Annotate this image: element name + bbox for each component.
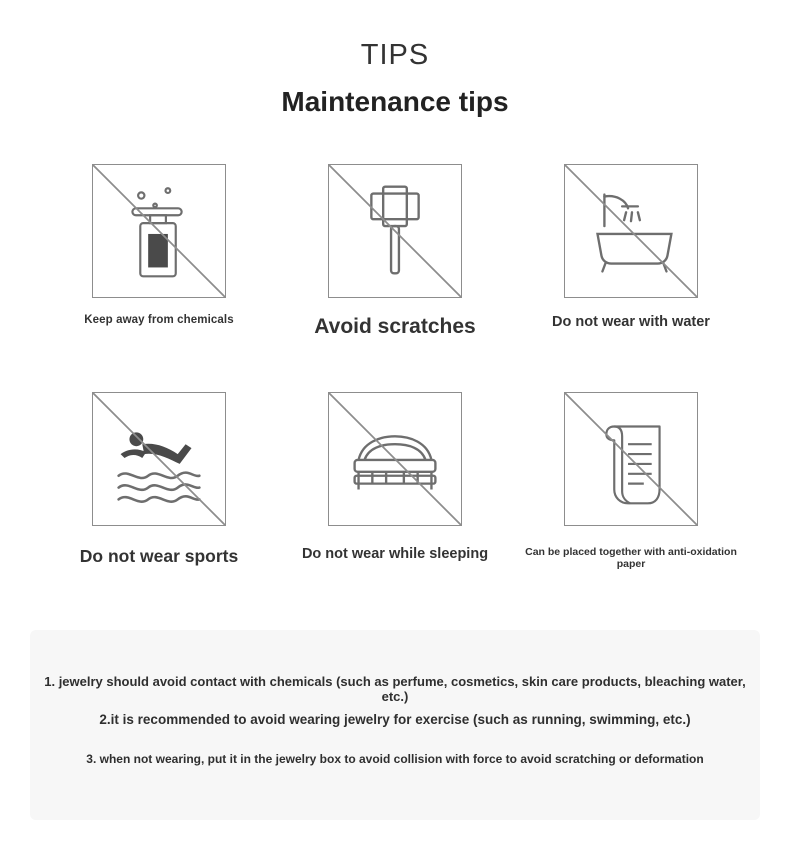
tip-item-sports <box>41 392 277 567</box>
scroll-paper-icon <box>565 393 697 525</box>
scratches-icon-box <box>328 164 462 298</box>
tip-item-sleeping <box>277 392 513 563</box>
tip-caption-chemicals: Keep away from chemicals <box>84 314 234 327</box>
tip-caption-sports: Do not wear sports <box>79 545 239 566</box>
page-header <box>0 0 790 118</box>
page-title: Maintenance tips <box>281 85 509 117</box>
water-icon-box <box>564 164 698 298</box>
tip-item-scratches <box>277 164 513 339</box>
tips-row-2 <box>0 392 790 571</box>
tip-caption-scratches: Avoid scratches <box>314 315 476 339</box>
notes-panel <box>30 630 760 820</box>
sleeping-icon-box <box>328 392 462 526</box>
note-item-3: 3. when not wearing, put it in the jewelry box to avoid collision with force to avoid scratching or deformation <box>86 752 704 766</box>
tips-grid <box>0 164 790 570</box>
chemicals-icon-box <box>92 164 226 298</box>
chemical-bottle-icon <box>93 165 225 297</box>
tip-caption-water: Do not wear with water <box>552 314 710 331</box>
tip-caption-antioxidation: Can be placed together with anti-oxidation paper <box>525 545 737 571</box>
sports-icon-box <box>92 392 226 526</box>
bed-icon <box>329 393 461 525</box>
hammer-icon <box>329 165 461 297</box>
tip-item-chemicals <box>41 164 277 328</box>
tip-caption-sleeping: Do not wear while sleeping <box>301 545 489 562</box>
swimmer-icon <box>93 393 225 525</box>
bathtub-shower-icon <box>565 165 697 297</box>
antioxidation-icon-box <box>564 392 698 526</box>
tip-item-water <box>513 164 749 331</box>
note-item-1: 1. jewelry should avoid contact with chemicals (such as perfume, cosmetics, skin care products, bleaching water, etc.) <box>44 674 746 704</box>
note-item-2: 2.it is recommended to avoid wearing jewelry for exercise (such as running, swimming, etc.) <box>99 712 691 727</box>
tip-item-antioxidation <box>513 392 749 571</box>
tips-row-1 <box>0 164 790 339</box>
page-eyebrow: TIPS <box>360 39 430 71</box>
